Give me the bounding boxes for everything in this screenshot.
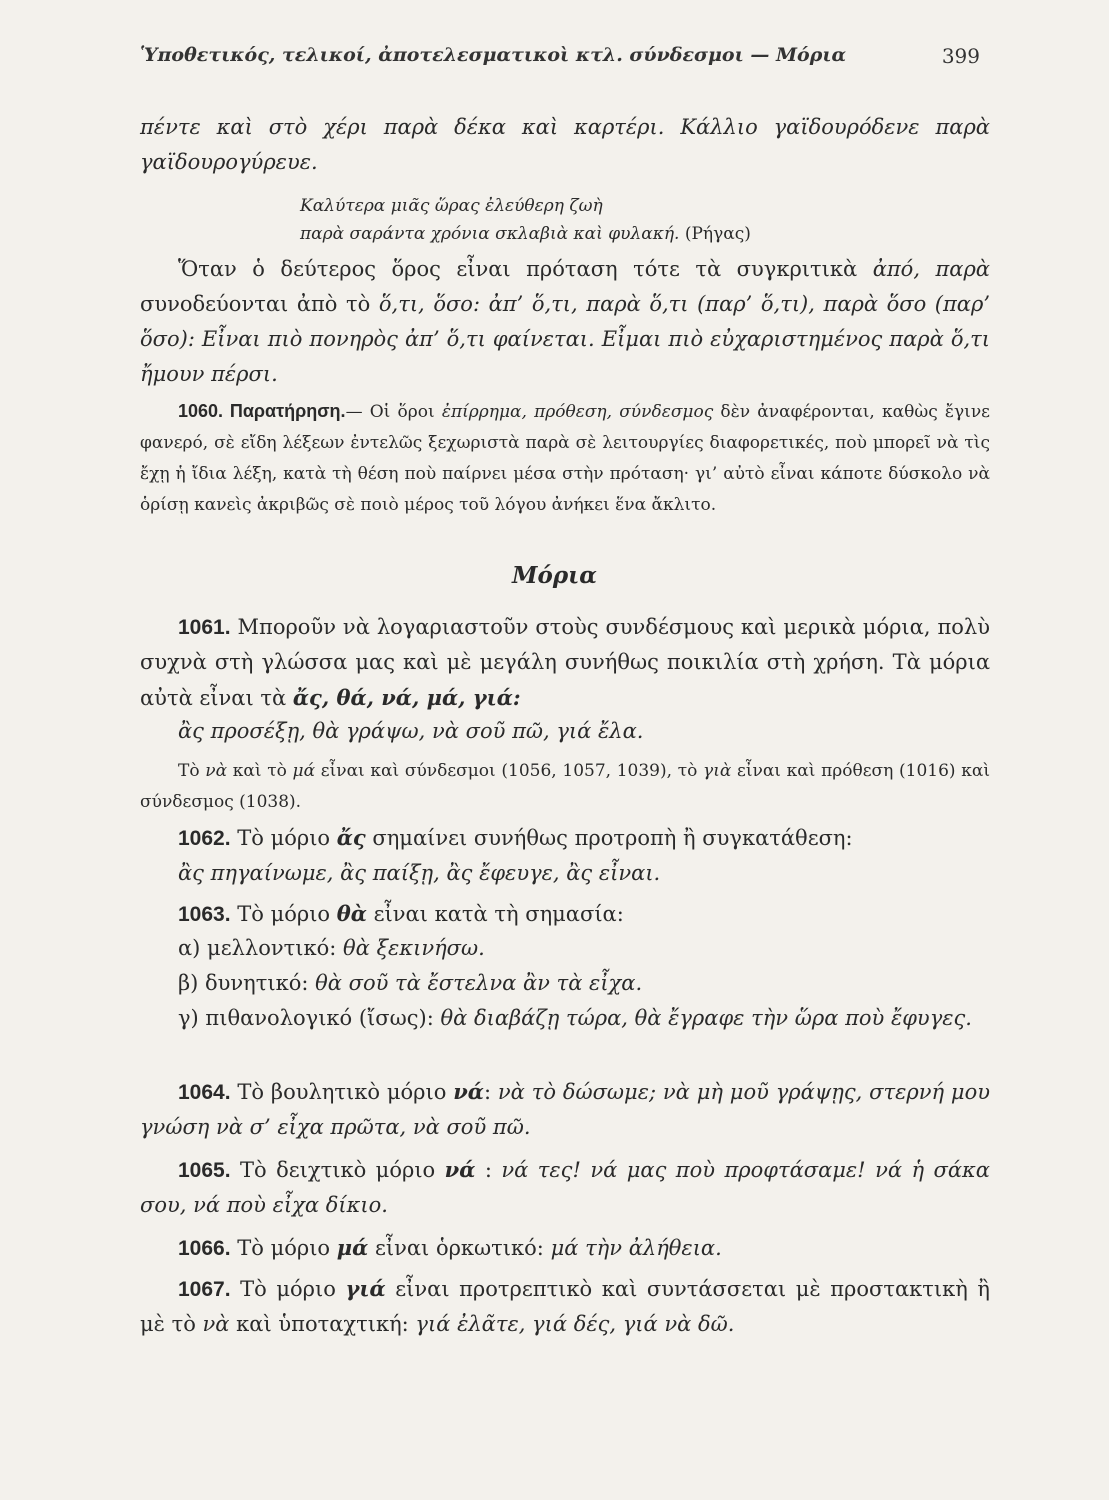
section-number-1064: 1064. [178, 1081, 231, 1104]
s1067-b: γιά [345, 1276, 386, 1301]
s1064-a: Τὸ βουλητικὸ μόριο [230, 1080, 454, 1104]
note-d: μά [292, 761, 316, 781]
note-c: καὶ τὸ [227, 761, 293, 781]
example-1061: ἂς προσέξῃ, θὰ γράψω, νὰ σοῦ πῶ, γιά ἔλα. [178, 719, 644, 743]
s1064-c: : [483, 1080, 498, 1104]
note-a: Τὸ [178, 761, 206, 781]
s1064-d: νὰ τὸ δώσωμε; νὰ μὴ μοῦ γράψῃς, στερνή μου γνώση νὰ σ’ εἶχα πρῶτα, νὰ σοῦ πῶ. [140, 1080, 990, 1139]
example-1062: ἂς πηγαίνωμε, ἂς παίξῃ, ἂς ἔφευγε, ἂς εἶναι. [178, 861, 661, 885]
s1065-d: νά τες! νά μας ποὺ προφτάσαμε! νά ἡ σάκα σου, νά ποὺ εἶχα δίκιο. [140, 1158, 990, 1217]
s1063-a: Τὸ μόριο [230, 902, 337, 926]
s1066-c: εἶναι ὁρκωτικό: [368, 1236, 551, 1260]
section-number-1067: 1067. [178, 1278, 231, 1301]
section-1066 [140, 1230, 990, 1266]
poem-line-2 [300, 220, 751, 248]
item-1063-a [140, 931, 1028, 966]
item-a-label: α) μελλοντικό: [178, 936, 343, 960]
s1063-c: εἶναι κατὰ τὴ σημασία: [366, 902, 624, 926]
s1062-c: σημαίνει συνήθως προτροπὴ ἢ συγκατάθεση: [365, 826, 853, 850]
s1067-e: καὶ ὑποταχτική: [229, 1312, 416, 1336]
s1067-c: εἶναι προτρεπτικὸ καὶ συντάσσεται μὲ προστακτικὴ ἢ μὲ τὸ [140, 1277, 990, 1336]
s1066-d: μά τὴν ἀλήθεια. [550, 1236, 722, 1260]
s1061-text: Μποροῦν νὰ λογαριαστοῦν στοὺς συνδέσμους καὶ μερικὰ μόρια, πολὺ συχνὰ στὴ γλώσσα μας καὶ μὲ μεγάλη συνήθως ποικιλία στὴ χρήση. Τὰ μόρια αὐτὰ εἶναι τὰ [140, 615, 990, 710]
note-g: εἶναι καὶ πρόθεση (1016) καὶ σύνδεσμος (1038). [140, 761, 991, 812]
s1063-b: θὰ [336, 901, 367, 926]
section-1060 [140, 396, 990, 521]
s1062-b: ἄς [336, 825, 366, 850]
s1066-a: Τὸ μόριο [230, 1236, 337, 1260]
section-number-1060: 1060. Παρατήρηση. [178, 401, 346, 421]
poem-line-2-text: παρὰ σαράντα χρόνια σκλαβιὰ καὶ φυλακή. [300, 224, 680, 244]
section-1067 [140, 1271, 990, 1342]
p2-text-d: ὅ,τι, ὅσο: ἀπ’ ὅ,τι, παρὰ ὅ,τι (παρ’ ὅ,τι), παρὰ ὅσο (παρ’ ὅσο): Εἶναι πιὸ πονηρὸς ἀπ’ ὅ,τι φαίνεται. Εἶμαι πιὸ εὐχαριστημένος παρὰ ὅ,τι ἤμουν πέρσι. [140, 292, 991, 386]
item-1063-b [140, 966, 1028, 1001]
s1067-d: νὰ [202, 1312, 230, 1336]
section-number-1066: 1066. [178, 1237, 231, 1260]
note-b: νὰ [205, 761, 228, 781]
s1060-text-c: δὲν ἀναφέρονται, καθὼς ἔγινε φανερό, σὲ εἴδη λέξεων ἐντελῶς ξεχωριστὰ παρὰ σὲ λειτουργίες διαφορετικές, ποὺ μπορεῖ νὰ τὶς ἔχῃ ἡ ἴδια λέξη, κατὰ τὴ θέση ποὺ παίρνει μέσα στὴν πρόταση· γι’ αὐτὸ εἶναι κάποτε δύσκολο νὰ ὁρίσῃ κανεὶς ἀκριβῶς σὲ ποιὸ μέρος τοῦ λόγου ἀνήκει ἕνα ἄκλιτο. [140, 402, 990, 515]
s1064-b: νά [453, 1079, 484, 1104]
poem-quote [300, 192, 751, 248]
s1065-a: Τὸ δειχτικὸ μόριο [230, 1158, 445, 1182]
poem-line-1: Καλύτερα μιᾶς ὥρας ἐλεύθερη ζωὴ [300, 196, 603, 216]
section-number-1065: 1065. [178, 1159, 231, 1182]
s1061-particles: ἄς, θά, νά, μά, γιά: [292, 685, 521, 710]
section-heading: Μόρια [512, 562, 597, 589]
section-number-1062: 1062. [178, 827, 231, 850]
running-head [140, 44, 990, 78]
poem-attribution: (Ρήγας) [684, 224, 751, 244]
s1065-c: : [475, 1158, 502, 1182]
s1065-b: νά [444, 1157, 476, 1182]
p2-text-a: Ὅταν ὁ δεύτερος ὅρος εἶναι πρόταση τότε τὰ συγκριτικὰ [178, 257, 873, 281]
running-head-title: Ὑποθετικός, τελικοί, ἀποτελεσματικοὶ κτλ. σύνδεσμοι — Μόρια [140, 44, 847, 66]
section-1064 [140, 1074, 990, 1145]
s1067-f: γιά ἐλᾶτε, γιά δές, γιά νὰ δῶ. [415, 1312, 735, 1336]
page-number: 399 [941, 44, 980, 68]
s1066-b: μά [336, 1235, 369, 1260]
paragraph-continuation: πέντε καὶ στὸ χέρι παρὰ δέκα καὶ καρτέρι. Κάλλιο γαϊδουρόδενε παρὰ γαϊδουρογύρευε. [140, 115, 990, 174]
section-1063 [140, 896, 990, 932]
section-1061 [140, 610, 990, 716]
item-1063-c [140, 1001, 990, 1036]
section-number-1061: 1061. [178, 616, 231, 639]
p2-text-b: ἀπό, παρὰ [872, 257, 990, 281]
note-paragraph [140, 756, 990, 818]
section-1062 [140, 820, 990, 856]
item-c-example: θὰ διαβάζῃ τώρα, θὰ ἔγραφε τὴν ὥρα ποὺ ἔφυγες. [440, 1006, 972, 1030]
paragraph-comparatives [140, 252, 990, 392]
section-number-1063: 1063. [178, 903, 231, 926]
s1060-text-a: — Οἱ ὅροι [345, 402, 442, 422]
section-1065 [140, 1152, 990, 1223]
s1062-a: Τὸ μόριο [230, 826, 337, 850]
item-a-example: θὰ ξεκινήσω. [342, 936, 485, 960]
item-b-example: θὰ σοῦ τὰ ἔστελνα ἂν τὰ εἶχα. [315, 971, 643, 995]
note-f: γιὰ [703, 761, 732, 781]
item-b-label: β) δυνητικό: [178, 971, 316, 995]
s1067-a: Τὸ μόριο [230, 1277, 346, 1301]
note-e: εἶναι καὶ σύνδεσμοι (1056, 1057, 1039), τὸ [315, 761, 704, 781]
p2-text-c: συνοδεύονται ἀπὸ τὸ [140, 292, 379, 316]
item-c-label: γ) πιθανολογικό (ἴσως): [178, 1006, 441, 1030]
s1060-text-b: ἐπίρρημα, πρόθεση, σύνδεσμος [441, 402, 714, 422]
